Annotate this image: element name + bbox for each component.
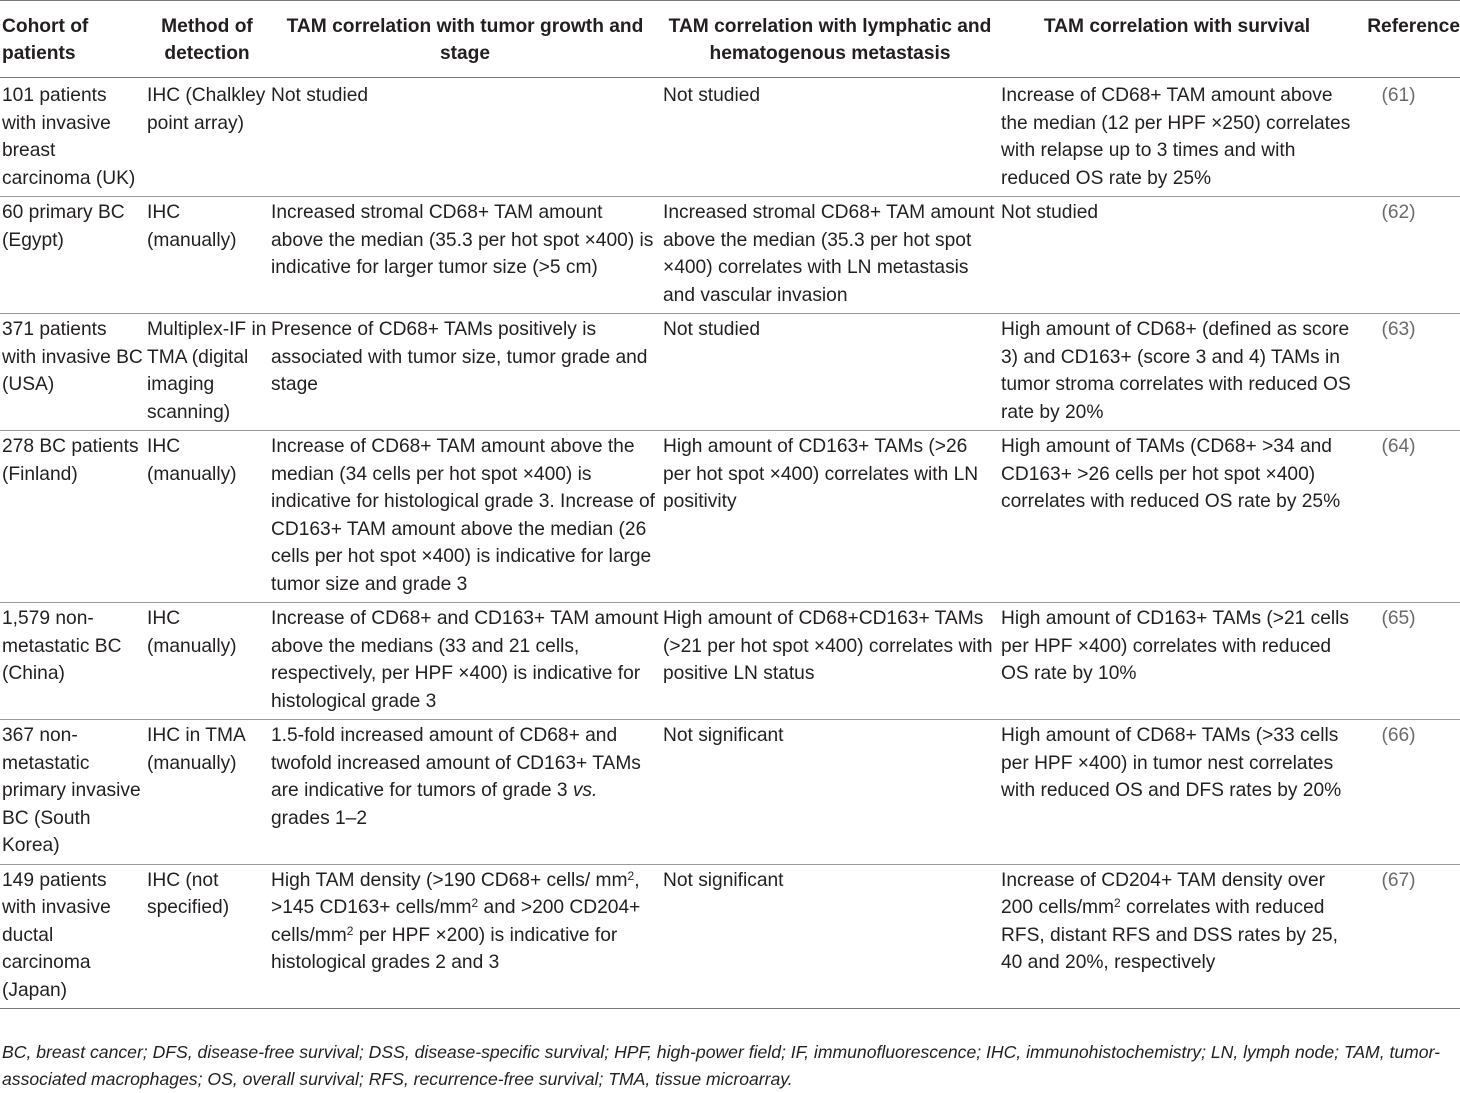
table-row xyxy=(0,864,1460,1009)
metastasis-cell: Increased stromal CD68+ TAM amount above the median (35.3 per hot spot ×400) correlates with LN metastasis and vascular invasion xyxy=(661,197,999,314)
superscript: 2 xyxy=(1114,896,1121,910)
method-cell: IHC (Chalkley point array) xyxy=(145,78,269,197)
reference-cell: (61) xyxy=(1355,78,1460,197)
growth-cell: Increase of CD68+ and CD163+ TAM amount above the medians (33 and 21 cells, respectively, per HPF ×400) is indicative for histological grade 3 xyxy=(269,603,661,720)
metastasis-cell: Not studied xyxy=(661,78,999,197)
cohort-cell: 60 primary BC (Egypt) xyxy=(0,197,145,314)
reference-cell: (64) xyxy=(1355,431,1460,603)
header-cohort: Cohort of patients xyxy=(0,1,145,78)
method-cell: IHC in TMA (manually) xyxy=(145,720,269,865)
growth-cell: Increased stromal CD68+ TAM amount above the median (35.3 per hot spot ×400) is indicative for larger tumor size (>5 cm) xyxy=(269,197,661,314)
reference-cell: (62) xyxy=(1355,197,1460,314)
cohort-cell: 1,579 non-metastatic BC (China) xyxy=(0,603,145,720)
growth-cell: Increase of CD68+ TAM amount above the median (34 cells per hot spot ×400) is indicative for histological grade 3. Increase of CD163+ TAM amount above the median (26 cells per hot spot ×400) is indicative for large tumor size and grade 3 xyxy=(269,431,661,603)
survival-cell xyxy=(999,864,1355,1009)
growth-cell xyxy=(269,720,661,865)
header-growth: TAM correlation with tumor growth and stage xyxy=(269,1,661,78)
table-row xyxy=(0,603,1460,720)
metastasis-cell: High amount of CD68+CD163+ TAMs (>21 per hot spot ×400) correlates with positive LN status xyxy=(661,603,999,720)
table-row xyxy=(0,720,1460,865)
cohort-cell: 101 patients with invasive breast carcinoma (UK) xyxy=(0,78,145,197)
growth-text-a: 1.5-fold increased amount of CD68+ and twofold increased amount of CD163+ TAMs are indicative for tumors of grade 3 xyxy=(271,725,641,801)
metastasis-cell: Not significant xyxy=(661,864,999,1009)
growth-text-2: , >145 CD163+ cells/mm xyxy=(271,869,640,918)
growth-versus: vs. xyxy=(572,780,598,801)
growth-text-1: High TAM density (>190 CD68+ cells/ mm xyxy=(271,869,628,891)
reference-cell: (66) xyxy=(1355,720,1460,865)
growth-text-b: grades 1–2 xyxy=(271,807,368,829)
survival-cell: Not studied xyxy=(999,197,1355,314)
header-method: Method of detection xyxy=(145,1,269,78)
cohort-cell: 149 patients with invasive ductal carcinoma (Japan) xyxy=(0,864,145,1009)
survival-cell: High amount of CD163+ TAMs (>21 cells per HPF ×400) correlates with reduced OS rate by 10% xyxy=(999,603,1355,720)
header-metastasis: TAM correlation with lymphatic and hematogenous metastasis xyxy=(661,1,999,78)
table-row xyxy=(0,78,1460,197)
growth-cell: Presence of CD68+ TAMs positively is associated with tumor size, tumor grade and stage xyxy=(269,314,661,431)
reference-cell: (67) xyxy=(1355,864,1460,1009)
growth-text-3: and >200 CD204+ cells/mm xyxy=(271,897,641,946)
cohort-cell: 371 patients with invasive BC (USA) xyxy=(0,314,145,431)
header-survival: TAM correlation with survival xyxy=(999,1,1355,78)
metastasis-cell: High amount of CD163+ TAMs (>26 per hot spot ×400) correlates with LN positivity xyxy=(661,431,999,603)
table-row xyxy=(0,431,1460,603)
table-row xyxy=(0,314,1460,431)
survival-cell: High amount of CD68+ (defined as score 3) and CD163+ (score 3 and 4) TAMs in tumor stroma correlates with reduced OS rate by 20% xyxy=(999,314,1355,431)
survival-text-1: Increase of CD204+ TAM density over 200 cells/mm xyxy=(1001,869,1326,918)
survival-cell: High amount of CD68+ TAMs (>33 cells per HPF ×400) in tumor nest correlates with reduced OS and DFS rates by 20% xyxy=(999,720,1355,865)
method-cell: IHC (manually) xyxy=(145,603,269,720)
method-cell: IHC (manually) xyxy=(145,431,269,603)
survival-cell: Increase of CD68+ TAM amount above the median (12 per HPF ×250) correlates with relapse up to 3 times and with reduced OS rate by 25% xyxy=(999,78,1355,197)
superscript: 2 xyxy=(346,923,354,938)
growth-text-4: per HPF ×200) is indicative for histological grades 2 and 3 xyxy=(271,924,618,973)
reference-cell: (65) xyxy=(1355,603,1460,720)
method-cell: IHC (manually) xyxy=(145,197,269,314)
metastasis-cell: Not significant xyxy=(661,720,999,865)
header-row xyxy=(0,1,1460,78)
survival-cell: High amount of TAMs (CD68+ >34 and CD163+ >26 cells per hot spot ×400) correlates with reduced OS rate by 25% xyxy=(999,431,1355,603)
method-cell: Multiplex-IF in TMA (digital imaging scanning) xyxy=(145,314,269,431)
table-row xyxy=(0,197,1460,314)
reference-cell: (63) xyxy=(1355,314,1460,431)
cohort-cell: 278 BC patients (Finland) xyxy=(0,431,145,603)
superscript: 2 xyxy=(471,896,479,910)
superscript: 2 xyxy=(627,868,635,883)
growth-cell xyxy=(269,864,661,1009)
header-reference: Reference xyxy=(1355,1,1460,78)
cohort-cell: 367 non-metastatic primary invasive BC (South Korea) xyxy=(0,720,145,865)
method-cell: IHC (not specified) xyxy=(145,864,269,1009)
growth-cell: Not studied xyxy=(269,78,661,197)
survival-text-2: correlates with reduced RFS, distant RFS and DSS rates by 25, 40 and 20%, respectively xyxy=(1001,897,1338,973)
metastasis-cell: Not studied xyxy=(661,314,999,431)
table-footnote: BC, breast cancer; DFS, disease-free survival; DSS, disease-specific survival; HPF, high-power field; IF, immunofluorescence; IHC, immunohistochemistry; LN, lymph node; TAM, tumor-associated macrophages; OS, overall survival; RFS, recurrence-free survival; TMA, tissue microarray. xyxy=(2,1042,1440,1089)
